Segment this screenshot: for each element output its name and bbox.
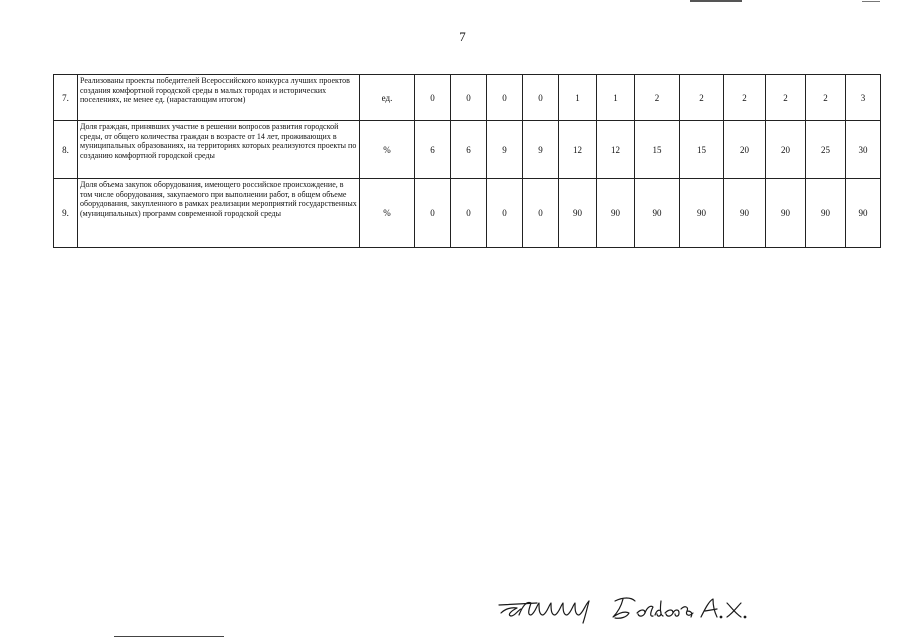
value-cell: 2 — [766, 75, 806, 121]
value-cell: 0 — [415, 75, 451, 121]
value-cell: 2 — [635, 75, 680, 121]
indicator-description: Доля объема закупок оборудования, имеющего российское происхождение, в том числе оборудования, закупаемого при выполнении работ, в общем объеме оборудования, закупленного в рамках реализации мероприятий государственных (муниципальных) программ современной городской среды — [78, 179, 360, 248]
value-cell: 90 — [680, 179, 724, 248]
value-cell: 25 — [806, 121, 846, 179]
value-cell: 1 — [559, 75, 597, 121]
value-cell: 90 — [597, 179, 635, 248]
value-cell: 90 — [635, 179, 680, 248]
table-row — [54, 75, 881, 121]
value-cell: 90 — [766, 179, 806, 248]
row-index: 8. — [54, 121, 78, 179]
indicators-table — [53, 74, 881, 248]
value-cell: 0 — [523, 179, 559, 248]
value-cell: 2 — [724, 75, 766, 121]
value-cell: 20 — [724, 121, 766, 179]
value-cell: 20 — [766, 121, 806, 179]
handwritten-signature — [497, 591, 757, 625]
footer-rule — [114, 636, 224, 637]
indicator-description: Реализованы проекты победителей Всероссийского конкурса лучших проектов создания комфортной городской среды в малых городах и исторических поселениях, не менее ед. (нарастающим итогом) — [78, 75, 360, 121]
indicator-description: Доля граждан, принявших участие в решении вопросов развития городской среды, от общего количества граждан в возрасте от 14 лет, проживающих в муниципальных образованиях, на территориях которых реализуются проекты по созданию комфортной городской среды — [78, 121, 360, 179]
value-cell: 6 — [415, 121, 451, 179]
unit-cell: % — [360, 179, 415, 248]
value-cell: 0 — [487, 75, 523, 121]
value-cell: 0 — [487, 179, 523, 248]
row-index: 9. — [54, 179, 78, 248]
value-cell: 12 — [597, 121, 635, 179]
unit-cell: % — [360, 121, 415, 179]
value-cell: 15 — [635, 121, 680, 179]
table-row — [54, 179, 881, 248]
value-cell: 0 — [451, 179, 487, 248]
table-row — [54, 121, 881, 179]
value-cell: 12 — [559, 121, 597, 179]
value-cell: 0 — [451, 75, 487, 121]
value-cell: 9 — [487, 121, 523, 179]
value-cell: 15 — [680, 121, 724, 179]
value-cell: 0 — [415, 179, 451, 248]
top-scan-mark — [690, 0, 742, 2]
value-cell: 9 — [523, 121, 559, 179]
value-cell: 2 — [806, 75, 846, 121]
unit-cell: ед. — [360, 75, 415, 121]
value-cell: 0 — [523, 75, 559, 121]
top-right-scan-mark — [862, 1, 880, 2]
value-cell: 90 — [559, 179, 597, 248]
value-cell: 6 — [451, 121, 487, 179]
value-cell: 90 — [806, 179, 846, 248]
value-cell: 90 — [724, 179, 766, 248]
page-number: 7 — [459, 29, 466, 44]
value-cell: 2 — [680, 75, 724, 121]
value-cell: 90 — [846, 179, 881, 248]
value-cell: 30 — [846, 121, 881, 179]
row-index: 7. — [54, 75, 78, 121]
value-cell: 1 — [597, 75, 635, 121]
value-cell: 3 — [846, 75, 881, 121]
